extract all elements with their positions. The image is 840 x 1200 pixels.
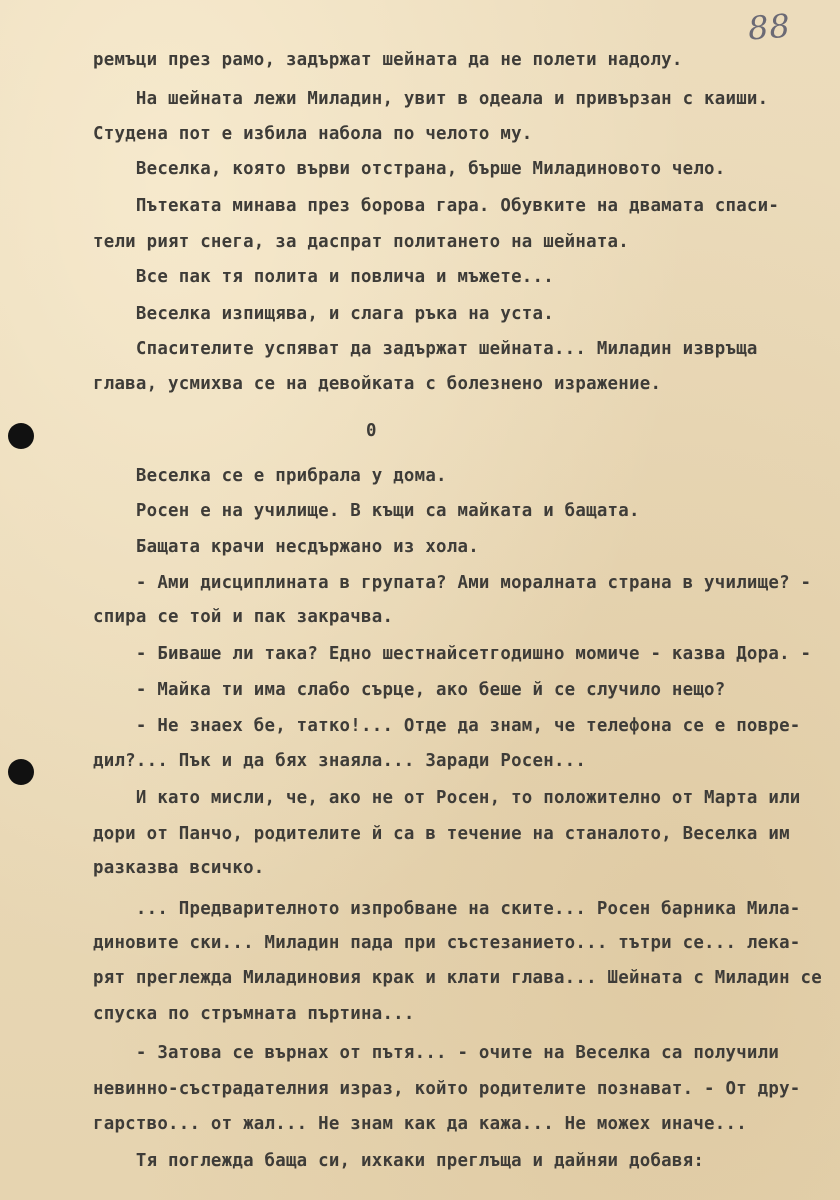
text-line: гарство... от жал... Не знам как да кажа... Не можех иначе... [93, 1114, 747, 1134]
text-line: глава, усмихва се на девойката с болезнено изражение. [93, 374, 662, 394]
text-line: Бащата крачи несдържано из хола. [93, 537, 479, 557]
text-line: Веселка изпищява, и слага ръка на уста. [93, 304, 554, 324]
text-line: спира се той и пак закрачва. [93, 607, 394, 627]
text-line: На шейната лежи Миладин, увит в одеала и привързан с каиши. [93, 89, 769, 109]
text-line: тели рият снега, за даспрат политането на шейната. [93, 232, 630, 252]
text-line: ... Предварителното изпробване на ските... Росен барника Мила- [93, 899, 801, 919]
text-line: разказва всичко. [93, 858, 265, 878]
text-line: - Биваше ли така? Едно шестнайсетгодишно момиче - казва Дора. - [93, 644, 812, 664]
text-line: И като мисли, че, ако не от Росен, то положително от Марта или [93, 788, 801, 808]
text-line: - Не знаех бе, татко!... Отде да знам, че телефона се е повре- [93, 716, 801, 736]
text-line: дил?... Пък и да бях знаяла... Заради Росен... [93, 751, 587, 771]
text-line: невинно-състрадателния израз, който родителите познават. - От дру- [93, 1079, 801, 1099]
text-line: Веселка, която върви отстрана, бърше Миладиновото чело. [93, 159, 726, 179]
text-line: Все пак тя полита и повлича и мъжете... [93, 267, 554, 287]
text-line: Студена пот е избила набола по челото му. [93, 124, 533, 144]
text-line: Пътеката минава през борова гара. Обувките на двамата спаси- [93, 196, 780, 216]
text-line: диновите ски... Миладин пада при състезанието... тътри се... лека- [93, 933, 801, 953]
text-line: - Затова се върнах от пътя... - очите на Веселка са получили [93, 1043, 780, 1063]
text-line: спуска по стръмната пъртина... [93, 1004, 415, 1024]
text-line: дори от Панчо, родителите й са в течение на станалото, Веселка им [93, 824, 790, 844]
text-line: Росен е на училище. В къщи са майката и бащата. [93, 501, 640, 521]
page-number: 88 [746, 6, 792, 48]
text-line: - Майка ти има слабо сърце, ако беше й се случило нещо? [93, 680, 726, 700]
text-line: Тя поглежда баща си, ихкаки преглъща и дайняи добавя: [93, 1151, 705, 1171]
text-line: ремъци през рамо, задържат шейната да не полети надолу. [93, 50, 683, 70]
text-line: - Ами дисциплината в групата? Ами моралната страна в училище? - [93, 573, 812, 593]
text-line: рят преглежда Миладиновия крак и клати глава... Шейната с Миладин се [93, 968, 822, 988]
section-separator: 0 [366, 421, 377, 441]
text-line: Веселка се е прибрала у дома. [93, 466, 447, 486]
text-line: Спасителите успяват да задържат шейната... Миладин извръща [93, 339, 758, 359]
